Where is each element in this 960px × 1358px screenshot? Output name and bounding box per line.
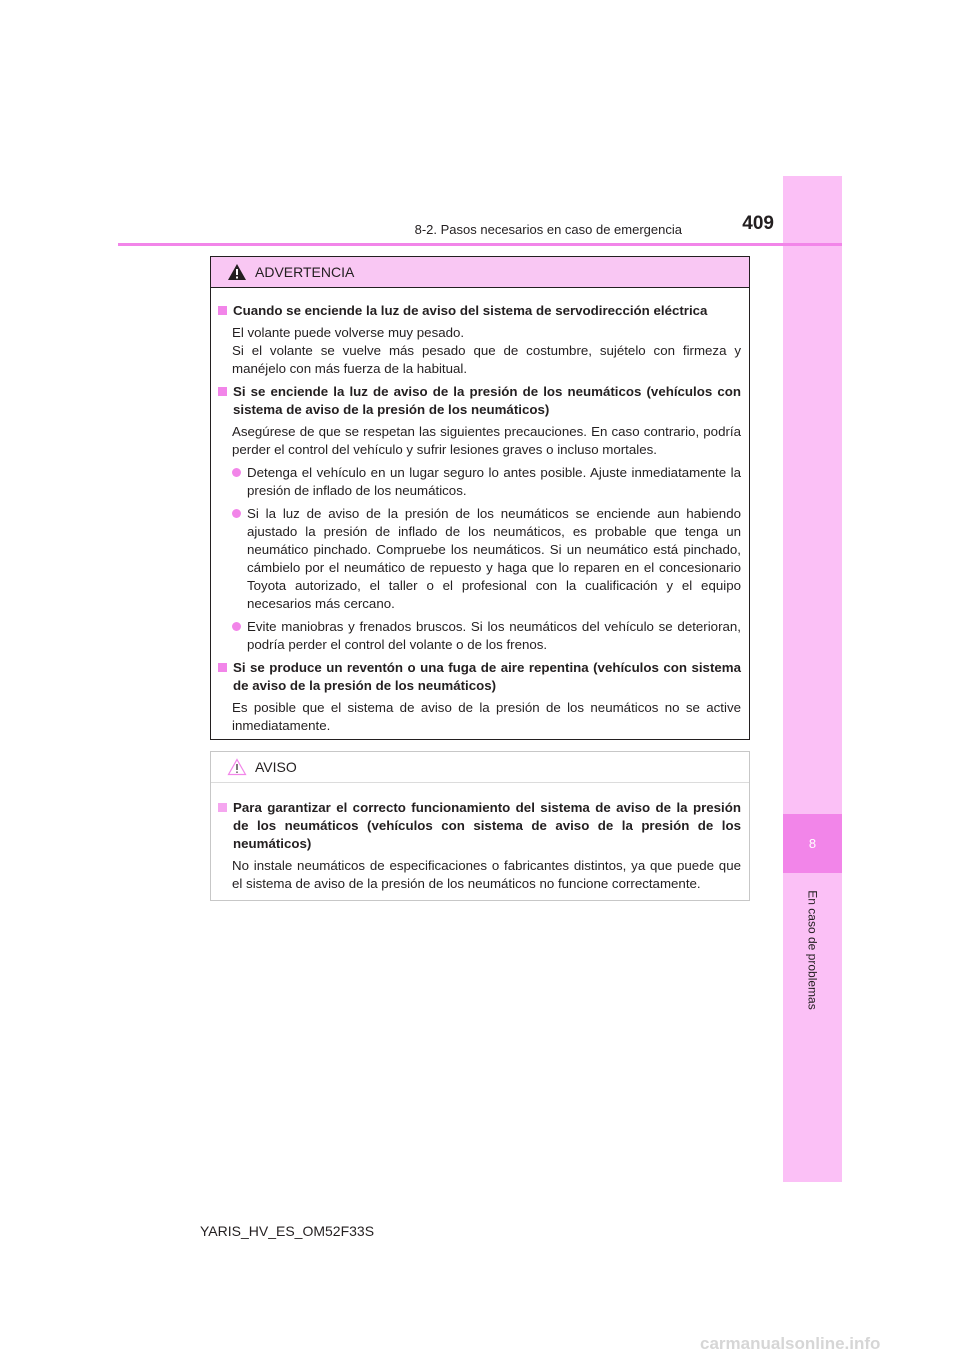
square-bullet-icon (218, 387, 227, 396)
header-divider (118, 243, 842, 246)
warning-triangle-icon (227, 263, 247, 281)
warning-paragraph: Es posible que el sistema de aviso de la presión de los neumáticos no se active inmediatamente. (232, 700, 741, 733)
circle-bullet-icon (232, 468, 241, 477)
warning-bullet (218, 618, 741, 654)
bullet-text: Detenga el vehículo en un lugar seguro lo antes posible. Ajuste inmediatamente la presión de inflado de los neumáticos. (247, 465, 741, 498)
warning-box-header (211, 257, 749, 288)
chapter-side-tab (783, 176, 842, 1182)
warning-heading-text: Si se enciende la luz de aviso de la presión de los neumáticos (vehículos con sistema de aviso de la presión de los neumáticos) (233, 384, 741, 417)
document-code: YARIS_HV_ES_OM52F33S (200, 1223, 375, 1239)
chapter-label: En caso de problemas (805, 890, 820, 1010)
bullet-text: Si la luz de aviso de la presión de los neumáticos se enciende aun habiendo ajustado la presión de inflado de los neumáticos, es probable que tenga un neumático pinchado. Compruebe los neumáticos. Si un neumático está pinchado, cámbielo por el neumático de repuesto y haga que lo reparen en el concesionario Toyota autorizado, el taller o el profesional con la cualificación y el equipo necesarios más cercano. (247, 506, 741, 611)
notice-heading-text: Para garantizar el correcto funcionamiento del sistema de aviso de la presión de los neumáticos (vehículos con sistema de aviso de la presión de los neumáticos) (233, 800, 741, 851)
notice-box-header (211, 752, 749, 783)
warning-heading (218, 302, 741, 320)
page-number: 409 (742, 213, 774, 234)
bullet-text: Evite maniobras y frenados bruscos. Si los neumáticos del vehículo se deterioran, podría perder el control del volante o de los frenos. (247, 619, 741, 652)
notice-box (210, 751, 750, 901)
warning-title: ADVERTENCIA (255, 264, 355, 280)
square-bullet-icon (218, 803, 227, 812)
warning-heading-text: Si se produce un reventón o una fuga de aire repentina (vehículos con sistema de aviso de la presión de los neumáticos) (233, 660, 741, 693)
section-title: 8-2. Pasos necesarios en caso de emergencia (414, 222, 682, 237)
circle-bullet-icon (232, 509, 241, 518)
chapter-number-tab[interactable]: 8 (783, 814, 842, 873)
square-bullet-icon (218, 306, 227, 315)
circle-bullet-icon (232, 622, 241, 631)
warning-heading (218, 659, 741, 695)
warning-box (210, 256, 750, 740)
warning-bullet (218, 505, 741, 613)
notice-body (211, 783, 749, 893)
notice-paragraph: No instale neumáticos de especificaciones o fabricantes distintos, ya que puede que el sistema de aviso de la presión de los neumáticos no funcione correctamente. (232, 858, 741, 891)
warning-bullet (218, 464, 741, 500)
warning-paragraph (218, 324, 741, 378)
caution-triangle-outline-icon (227, 758, 247, 776)
warning-paragraph: Asegúrese de que se respetan las siguientes precauciones. En caso contrario, podría perder el control del vehículo y sufrir lesiones graves o incluso mortales. (232, 424, 741, 457)
warning-heading-text: Cuando se enciende la luz de aviso del sistema de servodirección eléctrica (233, 303, 708, 318)
notice-heading (218, 799, 741, 853)
square-bullet-icon (218, 663, 227, 672)
warning-heading (218, 383, 741, 419)
paragraph-line: El volante puede volverse muy pesado. (232, 325, 465, 340)
paragraph-line: Si el volante se vuelve más pesado que de costumbre, sujételo con firmeza y manéjelo con más fuerza de la habitual. (232, 343, 741, 376)
warning-body (211, 288, 749, 735)
notice-title: AVISO (255, 759, 297, 775)
chapter-label-tab[interactable] (783, 880, 842, 1020)
watermark: carmanualsonline.info (700, 1334, 881, 1353)
